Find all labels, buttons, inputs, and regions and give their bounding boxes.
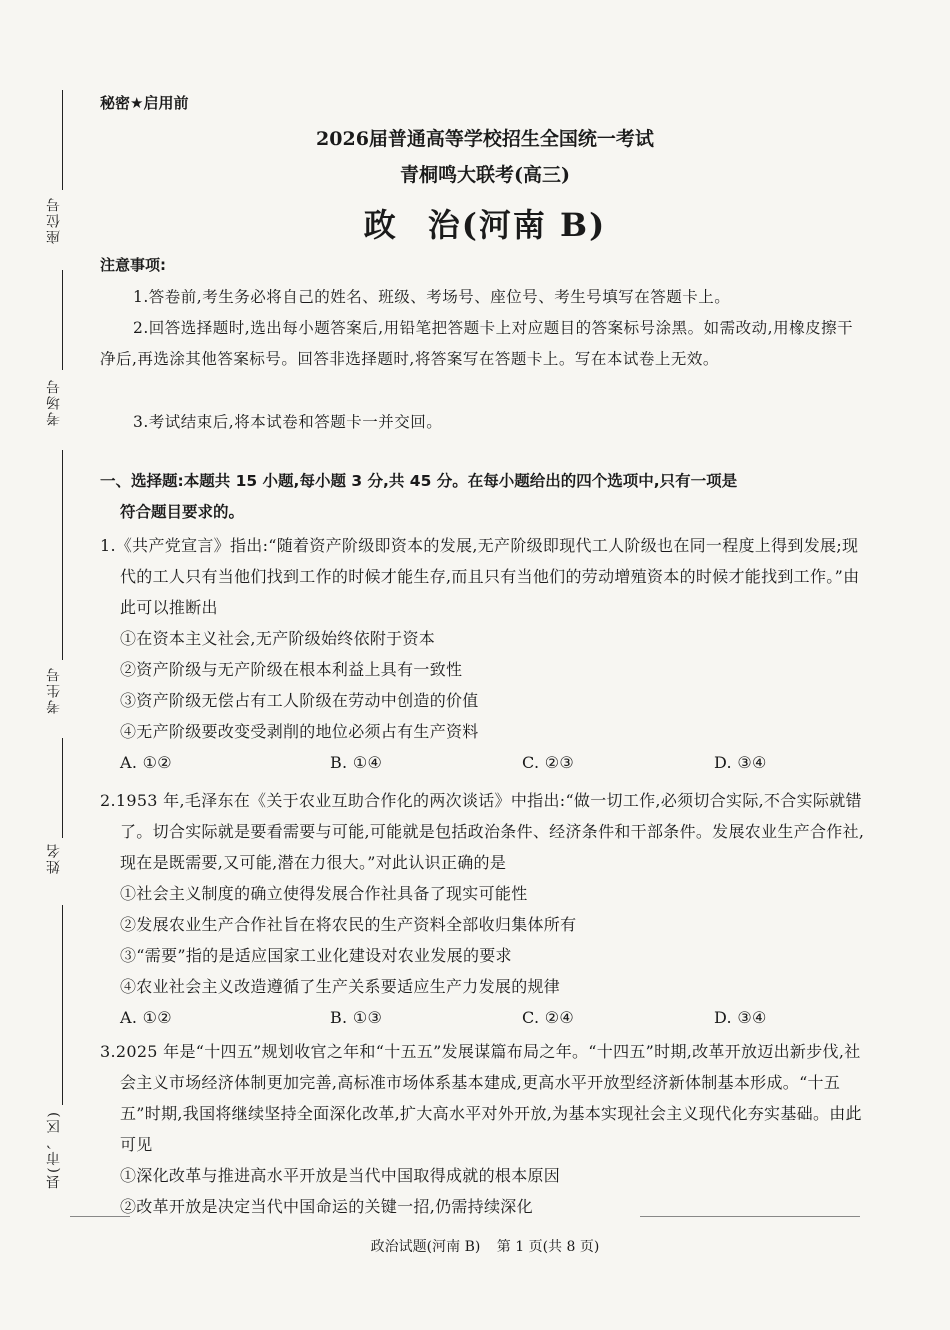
exam-page [100, 0, 870, 1330]
margin-label-seat: 座位号 [46, 196, 62, 244]
answer-choice-a: A. ①② [120, 1008, 172, 1027]
section-heading-line: 一、选择题:本题共 15 小题,每小题 3 分,共 45 分。在每小题给出的四个选项中,只有一项是 [100, 472, 738, 490]
answer-choice-b: B. ①③ [330, 1008, 383, 1027]
page-footer [100, 1236, 870, 1256]
statement-option: ②资产阶级与无产阶级在根本利益上具有一致性 [120, 660, 463, 679]
footer-page-number: 第 1 页(共 8 页) [496, 1239, 600, 1255]
statement-option: ①在资本主义社会,无产阶级始终依附于资本 [120, 629, 436, 648]
answer-choice-c: C. ②③ [522, 753, 575, 772]
question-2 [100, 785, 870, 1033]
answer-choice-c: C. ②④ [522, 1008, 575, 1027]
question-stem: 3.2025 年是“十四五”规划收官之年和“十五五”发展谋篇布局之年。“十四五”时期,改革开放迈出新步伐,社会主义市场经济体制更加完善,高标准市场体系基本建成,更高水平开放型经济新体制基本形成。“十五五”时期,我国将继续坚持全面深化改革,扩大高水平对外开放,为基本实现社会主义现代化夯实基础。由此可见 [100, 1042, 862, 1154]
answer-choices [100, 1002, 870, 1033]
statement-option: ④无产阶级要改变受剥削的地位必须占有生产资料 [120, 722, 479, 741]
exam-subtitle: 青桐鸣大联考(高三) [400, 164, 570, 186]
note-item: 1.答卷前,考生务必将自己的姓名、班级、考场号、座位号、考生号填写在答题卡上。 [133, 288, 731, 306]
footer-subject: 政治试题(河南 B) [370, 1239, 481, 1255]
margin-label-room: 考场号 [46, 378, 62, 426]
section-heading-line: 符合题目要求的。 [120, 503, 245, 521]
answer-choice-d: D. ③④ [714, 1008, 767, 1027]
section-heading [100, 466, 870, 528]
answer-choices [100, 747, 870, 778]
statement-option: ③资产阶级无偿占有工人阶级在劳动中创造的价值 [120, 691, 479, 710]
margin-write-line [62, 90, 63, 190]
answer-choice-a: A. ①② [120, 753, 172, 772]
question-stem: 1.《共产党宣言》指出:“随着资产阶级即资本的发展,无产阶级即现代工人阶级也在同一程度上得到发展;现代的工人只有当他们找到工作的时候才能生存,而且只有当他们的劳动增殖资本的时候才能找到工作。”由此可以推断出 [100, 536, 860, 617]
statement-option: ②改革开放是决定当代中国命运的关键一招,仍需持续深化 [120, 1197, 533, 1216]
statement-option: ②发展农业生产合作社旨在将农民的生产资料全部收归集体所有 [120, 915, 577, 934]
statement-option: ①深化改革与推进高水平开放是当代中国取得成就的根本原因 [120, 1166, 561, 1185]
margin-label-name: 姓名 [46, 842, 62, 874]
question-3 [100, 1036, 870, 1222]
cut-line [640, 1216, 860, 1217]
margin-write-line [62, 270, 63, 370]
subject-title-part-2: 治(河南 B) [427, 206, 607, 244]
answer-choice-b: B. ①④ [330, 753, 383, 772]
question-stem: 2.1953 年,毛泽东在《关于农业互助合作化的两次谈话》中指出:“做一切工作,必须切合实际,不合实际就错了。切合实际就是要看需要与可能,可能就是包括政治条件、经济条件和干部条件。发展农业生产合作社,现在是既需要,又可能,潜在力很大。”对此认识正确的是 [100, 791, 865, 872]
margin-write-line [62, 450, 63, 660]
margin-write-line [62, 905, 63, 1105]
note-item: 3.考试结束后,将本试卷和答题卡一并交回。 [133, 413, 443, 431]
margin-label-county: 县(市、区) [46, 1110, 62, 1189]
secret-mark: 秘密★启用前 [100, 94, 189, 112]
answer-choice-d: D. ③④ [714, 753, 767, 772]
question-1 [100, 530, 870, 778]
cut-line [70, 1216, 130, 1217]
notes-heading: 注意事项: [100, 256, 166, 274]
statement-option: ①社会主义制度的确立使得发展合作社具备了现实可能性 [120, 884, 528, 903]
statement-option: ③“需要”指的是适应国家工业化建设对农业发展的要求 [120, 946, 512, 965]
subject-title-part-1: 政 [363, 206, 398, 244]
margin-label-exam-number: 考生号 [46, 666, 62, 714]
exam-title: 2026届普通高等学校招生全国统一考试 [316, 128, 654, 150]
note-item: 2.回答选择题时,选出每小题答案后,用铅笔把答题卡上对应题目的答案标号涂黑。如需改动,用橡皮擦干净后,再选涂其他答案标号。回答非选择题时,将答案写在答题卡上。写在本试卷上无效。 [100, 319, 854, 368]
statement-option: ④农业社会主义改造遵循了生产关系要适应生产力发展的规律 [120, 977, 561, 996]
binding-margin [0, 0, 90, 1330]
subject-title [100, 200, 870, 246]
margin-write-line [62, 738, 63, 838]
